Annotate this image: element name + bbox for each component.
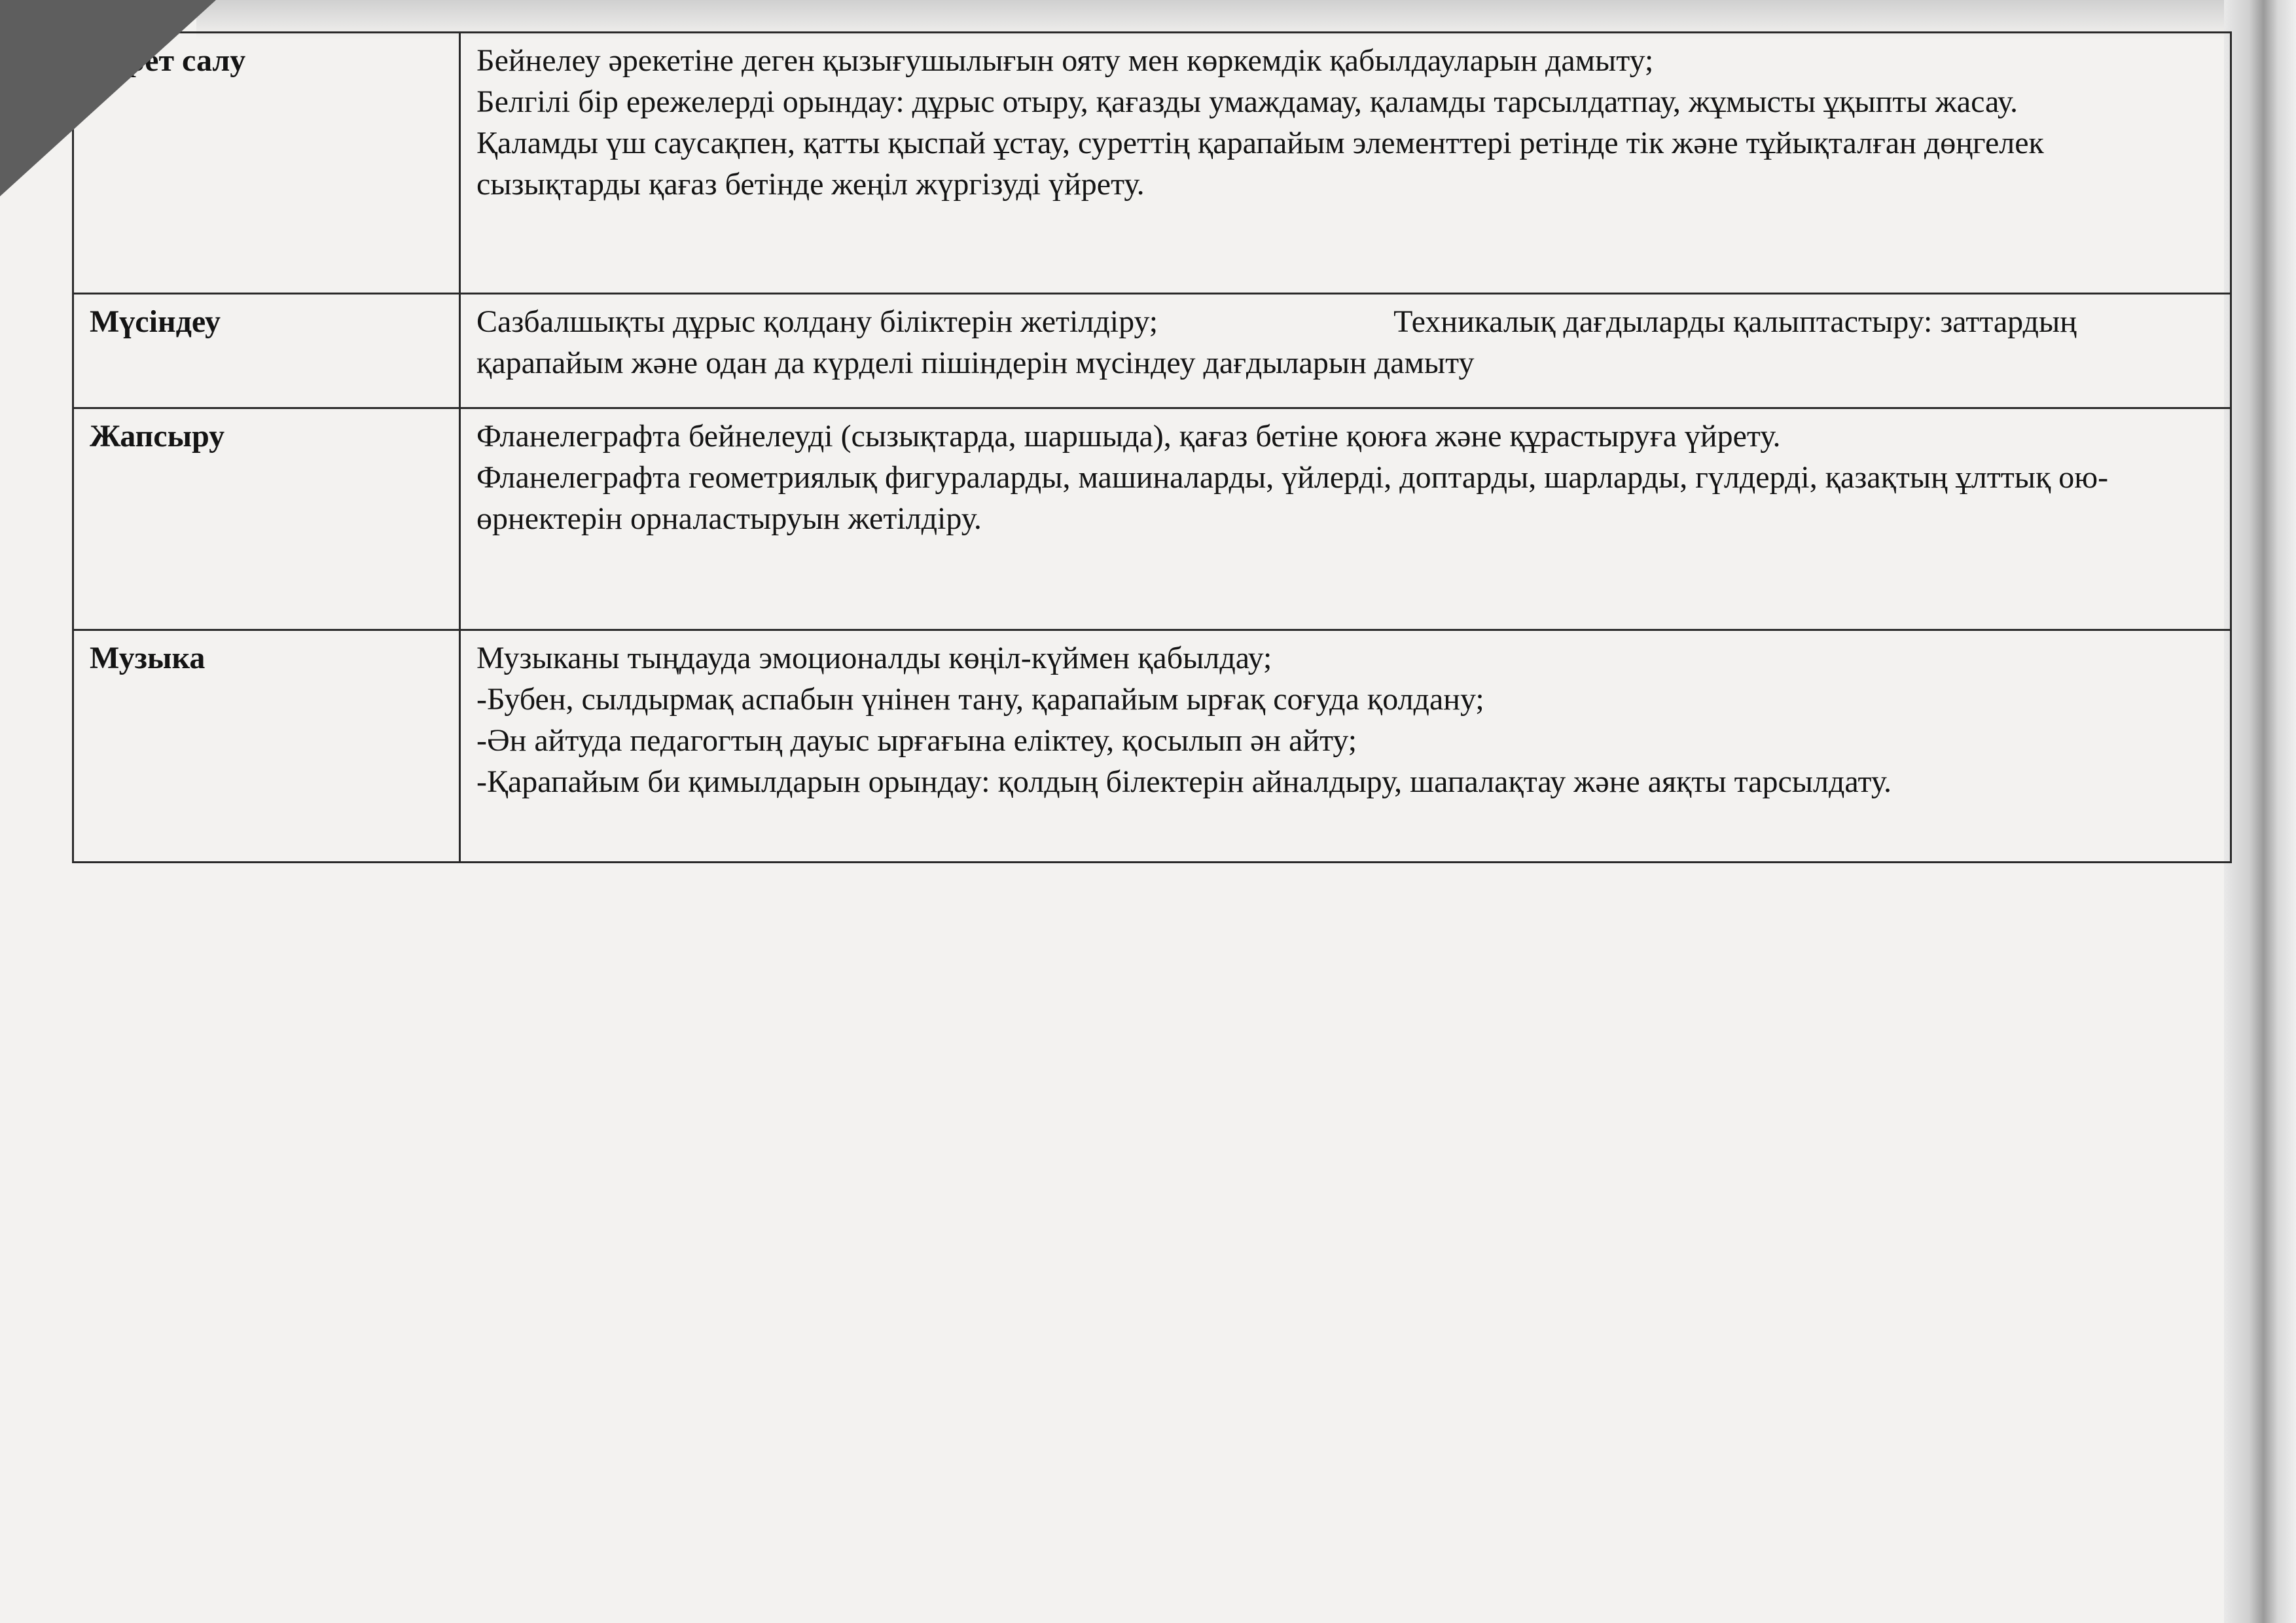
content-line: Фланелеграфта геометриялық фигураларды, машиналарды, үйлерді, доптарды, шарларды, гүлдерді, қазақтың ұлттық ою-өрнектерін орналастыруын жетілдіру. bbox=[476, 460, 2109, 536]
content-cell bbox=[460, 408, 2231, 630]
content-line: Қаламды үш саусақпен, қатты қыспай ұстау, суреттің қарапайым элементтері ретінде тік және тұйықталған дөңгелек сызықтарды қағаз бетінде жеңіл жүргізуді үйрету. bbox=[476, 126, 2044, 202]
content-line: Фланелеграфта бейнелеуді (сызықтарда, шаршыда), қағаз бетіне қоюға және құрастыруға үйрету. bbox=[476, 419, 1781, 454]
subject-label: Жапсыру bbox=[90, 419, 225, 454]
folded-corner bbox=[0, 0, 216, 196]
subject-label: Сурет салу bbox=[90, 43, 246, 78]
content-line: -Қарапайым би қимылдарын орындау: қолдың білектерін айналдыру, шапалақтау және аяқты тарсылдату. bbox=[476, 764, 1892, 799]
curriculum-table bbox=[72, 31, 2232, 863]
table-row bbox=[73, 630, 2231, 863]
page-right-edge-shadow bbox=[2224, 0, 2296, 1623]
subject-label: Музыка bbox=[90, 641, 206, 675]
content-line: Белгілі бір ережелерді орындау: дұрыс отыру, қағазды умаждамау, қаламды тарсылдатпау, жұмысты ұқыпты жасау. bbox=[476, 84, 2018, 119]
content-line: Сазбалшықты дұрыс қолдану біліктерін жетілдіру; Техникалық дағдыларды қалыптастыру: заттардың қарапайым және одан да күрделі пішіндерін мүсіндеу дағдыларын дамыту bbox=[476, 304, 2085, 380]
content-cell bbox=[460, 630, 2231, 863]
subject-cell bbox=[73, 630, 460, 863]
content-cell bbox=[460, 294, 2231, 408]
content-line: -Ән айтуда педагогтың дауыс ырғағына еліктеу, қосылып ән айту; bbox=[476, 723, 1357, 758]
content-line: -Бубен, сылдырмақ аспабын үнінен тану, қарапайым ырғақ соғуда қолдану; bbox=[476, 682, 1484, 717]
subject-cell bbox=[73, 294, 460, 408]
subject-label: Мүсіндеу bbox=[90, 304, 221, 339]
subject-cell bbox=[73, 408, 460, 630]
content-line: Бейнелеу әрекетіне деген қызығушылығын ояту мен көркемдік қабылдауларын дамыту; bbox=[476, 43, 1654, 78]
content-line: Музыканы тыңдауда эмоционалды көңіл-күймен қабылдау; bbox=[476, 641, 1272, 675]
table-row bbox=[73, 33, 2231, 294]
content-cell bbox=[460, 33, 2231, 294]
table-row bbox=[73, 294, 2231, 408]
table-row bbox=[73, 408, 2231, 630]
